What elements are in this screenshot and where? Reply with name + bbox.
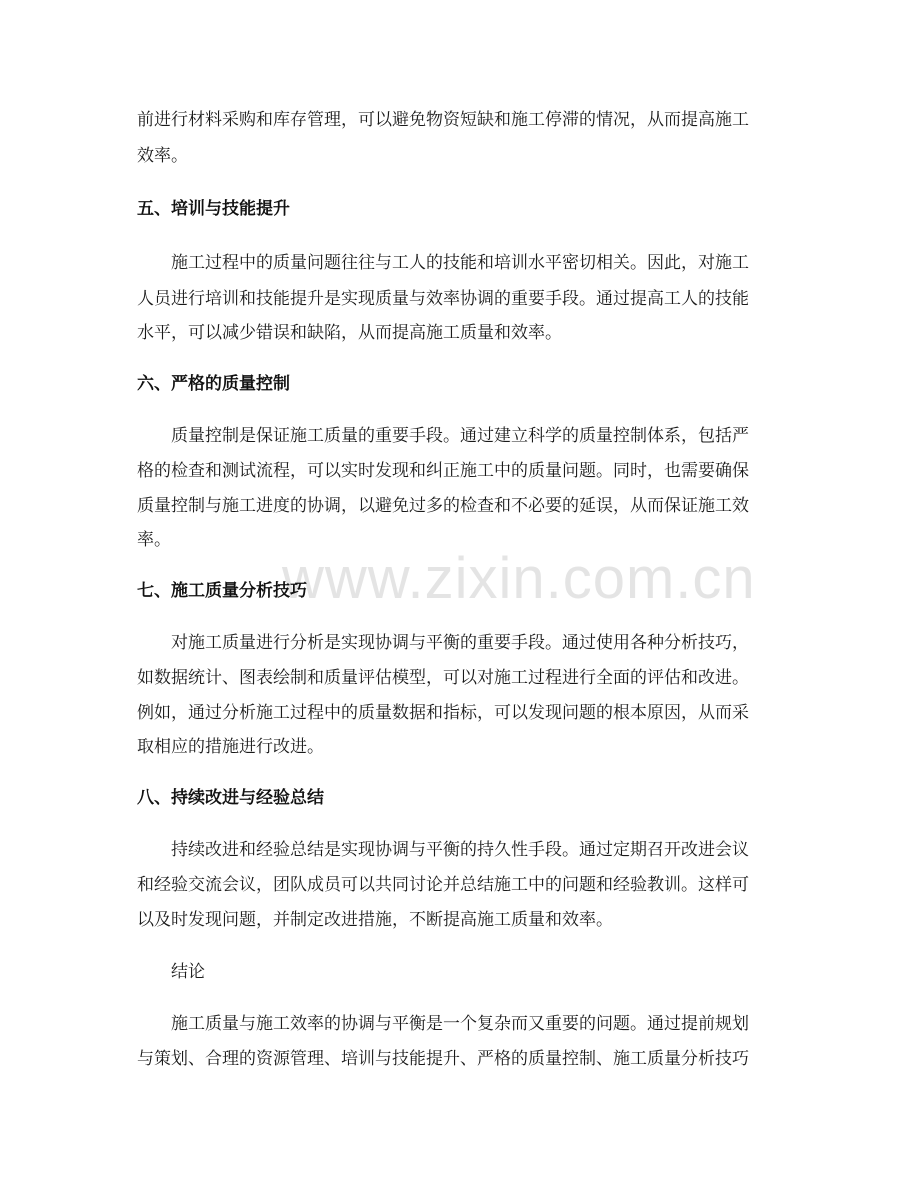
paragraph-line: 水平，可以减少错误和缺陷，从而提高施工质量和效率。 — [137, 323, 562, 343]
paragraph-line: 效率。 — [137, 146, 188, 166]
paragraph-line: 施工过程中的质量问题往往与工人的技能和培训水平密切相关。因此，对施工 — [171, 253, 749, 273]
paragraph-line: 施工质量与施工效率的协调与平衡是一个复杂而又重要的问题。通过提前规划 — [171, 1014, 749, 1034]
paragraph-line: 与策划、合理的资源管理、培训与技能提升、严格的质量控制、施工质量分析技巧 — [137, 1049, 749, 1069]
paragraph-line: 和经验交流会议，团队成员可以共同讨论并总结施工中的问题和经验教训。这样可 — [137, 875, 749, 895]
paragraph-line: 人员进行培训和技能提升是实现质量与效率协调的重要手段。通过提高工人的技能 — [137, 289, 749, 309]
paragraph-line: 率。 — [137, 530, 171, 550]
section-heading-5: 五、培训与技能提升 — [137, 199, 290, 219]
paragraph-line: 质量控制与施工进度的协调，以避免过多的检查和不必要的延误，从而保证施工效 — [137, 496, 749, 516]
section-heading-6: 六、严格的质量控制 — [137, 374, 290, 394]
paragraph-line: 格的检查和测试流程，可以实时发现和纠正施工中的质量问题。同时，也需要确保 — [137, 461, 749, 481]
conclusion-label: 结论 — [171, 962, 205, 982]
paragraph-line: 取相应的措施进行改进。 — [137, 737, 324, 757]
paragraph-line: 持续改进和经验总结是实现协调与平衡的持久性手段。通过定期召开改进会议 — [171, 840, 749, 860]
paragraph-line: 质量控制是保证施工质量的重要手段。通过建立科学的质量控制体系，包括严 — [171, 426, 749, 446]
paragraph-line: 以及时发现问题，并制定改进措施，不断提高施工质量和效率。 — [137, 910, 613, 930]
paragraph-line: 例如，通过分析施工过程中的质量数据和指标，可以发现问题的根本原因，从而采 — [137, 703, 749, 723]
watermark: www.zixin.com.cn — [282, 546, 756, 611]
section-heading-7: 七、施工质量分析技巧 — [137, 581, 307, 601]
paragraph-line: 如数据统计、图表绘制和质量评估模型，可以对施工过程进行全面的评估和改进。 — [137, 668, 749, 688]
paragraph-line: 对施工质量进行分析是实现协调与平衡的重要手段。通过使用各种分析技巧， — [171, 633, 749, 653]
section-heading-8: 八、持续改进与经验总结 — [137, 788, 324, 808]
paragraph-line: 前进行材料采购和库存管理，可以避免物资短缺和施工停滞的情况，从而提高施工 — [137, 110, 749, 130]
